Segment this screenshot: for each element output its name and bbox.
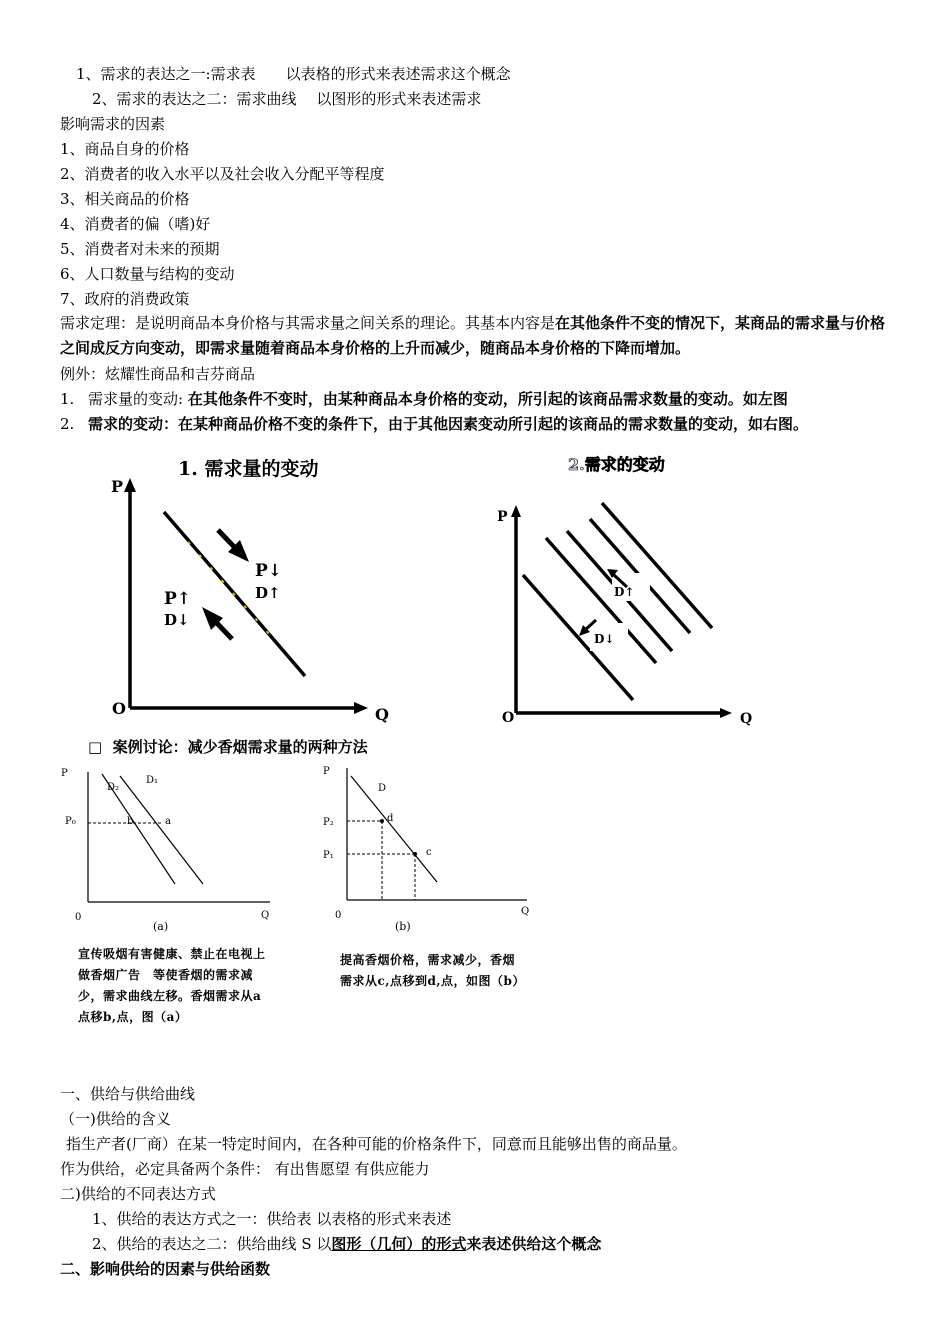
- fig1-d-down-label: D↓: [164, 611, 190, 629]
- fig1-y-arrowhead: [124, 478, 136, 492]
- fig1-p-down-label: P↓: [255, 561, 283, 581]
- demand-law-plain: 需求定理：是说明商品本身价格与其需求量之间关系的理论。其基本内容是: [60, 314, 556, 332]
- figA-d1-label: D₁: [146, 775, 159, 786]
- figure-quantity-demanded-change: [100, 450, 420, 730]
- factors-heading: 影响需求的因素: [60, 115, 166, 133]
- checkbox-bullet-icon: □: [88, 738, 103, 756]
- note-a-line: 宣传吸烟有害健康、禁止在电视上: [78, 947, 266, 961]
- demand-expression-2: 2、需求的表达之二：需求曲线 以图形的形式来表述需求: [92, 90, 482, 108]
- note-a: [78, 944, 266, 1028]
- fig2-title: 2.需求的变动: [568, 455, 665, 474]
- note-b-line: 提高香烟价格，需求减少，香烟: [340, 953, 516, 967]
- supply-factors-heading: 二、影响供给的因素与供给函数: [60, 1260, 271, 1278]
- fig2-origin-label: O: [502, 710, 515, 726]
- supply-expression-2-underlined: 图形（几何）的形式: [331, 1235, 467, 1253]
- fig1-title: 1. 需求量的变动: [178, 458, 319, 480]
- figB-p1-label: P₁: [323, 850, 334, 861]
- figA-caption: (a): [153, 920, 169, 933]
- item1-plain: 需求量的变动:: [88, 390, 188, 408]
- figB-point-d-label: d: [387, 813, 394, 824]
- figure-b-price: [315, 760, 545, 940]
- supply-expression-2-bold: 来表述供给这个概念: [466, 1235, 602, 1253]
- figA-point-a-label: a: [165, 816, 171, 827]
- figA-origin-label: 0: [75, 912, 82, 923]
- fig2-x-arrowhead: [720, 708, 732, 718]
- supply-heading: 一、供给与供给曲线: [60, 1085, 196, 1103]
- figB-point-c: [413, 852, 417, 856]
- item1-number: 1.: [60, 390, 75, 408]
- figB-d-label: D: [378, 783, 387, 794]
- note-b-line: 需求从c,点移到d,点，如图（b）: [340, 974, 525, 988]
- supply-definition: 指生产者(厂商）在某一特定时间内，在各种可能的价格条件下，同意而且能够出售的商品量。: [66, 1135, 687, 1153]
- fig1-p-label: P: [111, 477, 124, 496]
- factor-item: 2、消费者的收入水平以及社会收入分配平等程度: [60, 165, 385, 183]
- fig1-p-up-label: P↑: [164, 589, 192, 609]
- fig2-d-down-label: D↓: [594, 632, 615, 646]
- factor-item: 1、商品自身的价格: [60, 140, 190, 158]
- figA-point-b-label: b: [127, 816, 134, 827]
- figB-p-label: P: [323, 766, 330, 777]
- factor-item: 5、消费者对未来的预期: [60, 240, 220, 258]
- fig2-y-arrowhead: [511, 505, 521, 517]
- figB-point-d: [380, 819, 384, 823]
- fig1-q-label: Q: [375, 705, 389, 724]
- figB-origin-label: 0: [335, 910, 342, 921]
- figB-demand-curve: [351, 776, 437, 882]
- supply-expression-2: [92, 1234, 601, 1254]
- note-a-line: 少，需求曲线左移。香烟需求从a: [78, 989, 262, 1003]
- fig1-x-arrowhead: [354, 702, 368, 714]
- figB-point-c-label: c: [426, 847, 432, 858]
- figA-q-label: Q: [261, 910, 270, 921]
- exception-line: 例外：炫耀性商品和吉芬商品: [60, 365, 256, 383]
- fig2-q-label: Q: [740, 711, 753, 727]
- supply-expression-heading: 二)供给的不同表达方式: [60, 1185, 216, 1203]
- item1-text: [88, 389, 788, 409]
- factor-item: 6、人口数量与结构的变动: [60, 265, 235, 283]
- supply-meaning-heading: （一)供给的含义: [60, 1110, 171, 1128]
- figA-p-label: P: [61, 768, 68, 779]
- factor-item: 7、政府的消费政策: [60, 290, 190, 308]
- fig1-d-up-label: D↑: [255, 584, 281, 602]
- figB-p2-label: P₂: [323, 817, 334, 828]
- fig1-origin-label: O: [112, 699, 126, 718]
- item1-bold: 在其他条件不变时，由某种商品本身价格的变动，所引起的该商品需求数量的变动。如左图: [187, 390, 788, 408]
- note-a-line: 点移b,点，图（a）: [78, 1010, 188, 1024]
- figB-q-label: Q: [521, 906, 530, 917]
- fig2-p-label: P: [497, 509, 508, 525]
- figA-d2-label: D₂: [107, 782, 120, 793]
- figA-p0-label: P₀: [65, 816, 76, 827]
- case-discussion-heading: [88, 737, 368, 757]
- demand-law-paragraph: [60, 311, 898, 361]
- figB-caption: (b): [395, 920, 411, 933]
- supply-conditions: 作为供给，必定具备两个条件： 有出售愿望 有供应能力: [60, 1160, 430, 1178]
- demand-expression-1: 1、需求的表达之一:需求表 以表格的形式来表述需求这个概念: [76, 65, 511, 83]
- demand-law-bold: 在其他条件不变的情况下，某商品的需求量与价格之间成反方向变动，即需求量随着商品本身价格的上升而减少，随商品本身价格的下降而增加。: [60, 314, 886, 357]
- fig2-demand-curve: [602, 503, 712, 628]
- note-a-line: 做香烟广告 等使香烟的需求减: [78, 968, 254, 982]
- case-title: 案例讨论：减少香烟需求量的两种方法: [112, 738, 368, 756]
- factor-item: 4、消费者的偏（嗜)好: [60, 215, 211, 233]
- fig2-d-up-label: D↑: [614, 585, 635, 599]
- figure-a-advertising: [55, 760, 285, 940]
- note-b: [340, 950, 525, 992]
- item2-number: 2.: [60, 415, 75, 433]
- factor-item: 3、相关商品的价格: [60, 190, 190, 208]
- item2-text: 需求的变动：在某种商品价格不变的条件下，由于其他因素变动所引起的该商品的需求数量的变动，如右图。: [88, 415, 809, 433]
- supply-expression-1: 1、供给的表达方式之一：供给表 以表格的形式来表述: [92, 1210, 452, 1228]
- figure-demand-change: [490, 445, 770, 735]
- figA-curve-d1: [120, 776, 203, 884]
- supply-expression-2-plain: 2、供给的表达之二：供给曲线 S 以: [92, 1235, 332, 1253]
